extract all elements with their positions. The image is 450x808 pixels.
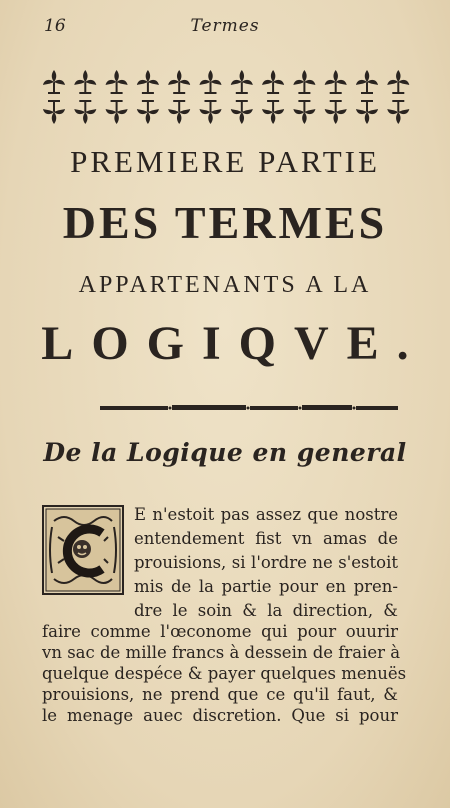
body-line: E n'estoit pas assez que nostre: [134, 505, 398, 524]
fleuron-icon: [137, 70, 159, 94]
fleuron-icon: [231, 100, 253, 124]
fleuron-icon: [293, 70, 315, 94]
title-main: DES TERMES: [62, 197, 388, 248]
fleuron-icon: [106, 70, 128, 94]
fleuron-icon: [74, 70, 96, 94]
decorated-initial-icon: [44, 507, 122, 593]
body-line: entendement fist vn amas de: [134, 529, 398, 548]
fleuron-icon: [168, 70, 190, 94]
fleuron-icon: [43, 100, 65, 124]
fleuron-icon: [137, 100, 159, 124]
body-line: dre le soin & la direction, &: [134, 601, 398, 620]
decorated-initial: [42, 505, 124, 595]
fleuron-icon: [74, 100, 96, 124]
fleuron-icon: [262, 70, 284, 94]
section-heading: De la Logique en general: [43, 438, 407, 467]
fleuron-icon: [293, 100, 315, 124]
fleuron-icon: [106, 100, 128, 124]
title-part: PREMIERE PARTIE: [70, 144, 380, 179]
title-subject: LOGIQVE.: [41, 317, 427, 370]
body-line: mis de la partie pour en pren-: [134, 577, 398, 596]
body-line: faire comme l'œconome qui pour ouurir: [42, 622, 398, 641]
fleuron-icon: [168, 100, 190, 124]
fleuron-ornament-band: [40, 66, 412, 128]
fleuron-icon: [325, 70, 347, 94]
running-title: Termes: [190, 16, 260, 36]
fleuron-icon: [356, 70, 378, 94]
body-line: quelque despéce & payer quelques menuës: [42, 664, 407, 683]
page-number: 16: [44, 16, 66, 36]
title-sub: APPARTENANTS A LA: [78, 272, 372, 298]
fleuron-icon: [231, 70, 253, 94]
fleuron-icon: [200, 100, 222, 124]
body-line: prouisions, ne prend que ce qu'il faut, &: [42, 685, 398, 704]
fleuron-icon: [387, 70, 409, 94]
body-line: prouisions, si l'ordre ne s'estoit: [134, 553, 398, 572]
fleuron-icon: [387, 100, 409, 124]
body-line: le menage auec discretion. Que si pour: [42, 706, 398, 725]
fleuron-icon: [262, 100, 284, 124]
fleuron-icon: [200, 70, 222, 94]
body-line: vn sac de mille francs à dessein de fraier à: [42, 643, 401, 662]
decorative-rule: [100, 402, 398, 414]
fleuron-icon: [356, 100, 378, 124]
running-head: [0, 14, 450, 40]
fleuron-icon: [43, 70, 65, 94]
fleuron-icon: [325, 100, 347, 124]
